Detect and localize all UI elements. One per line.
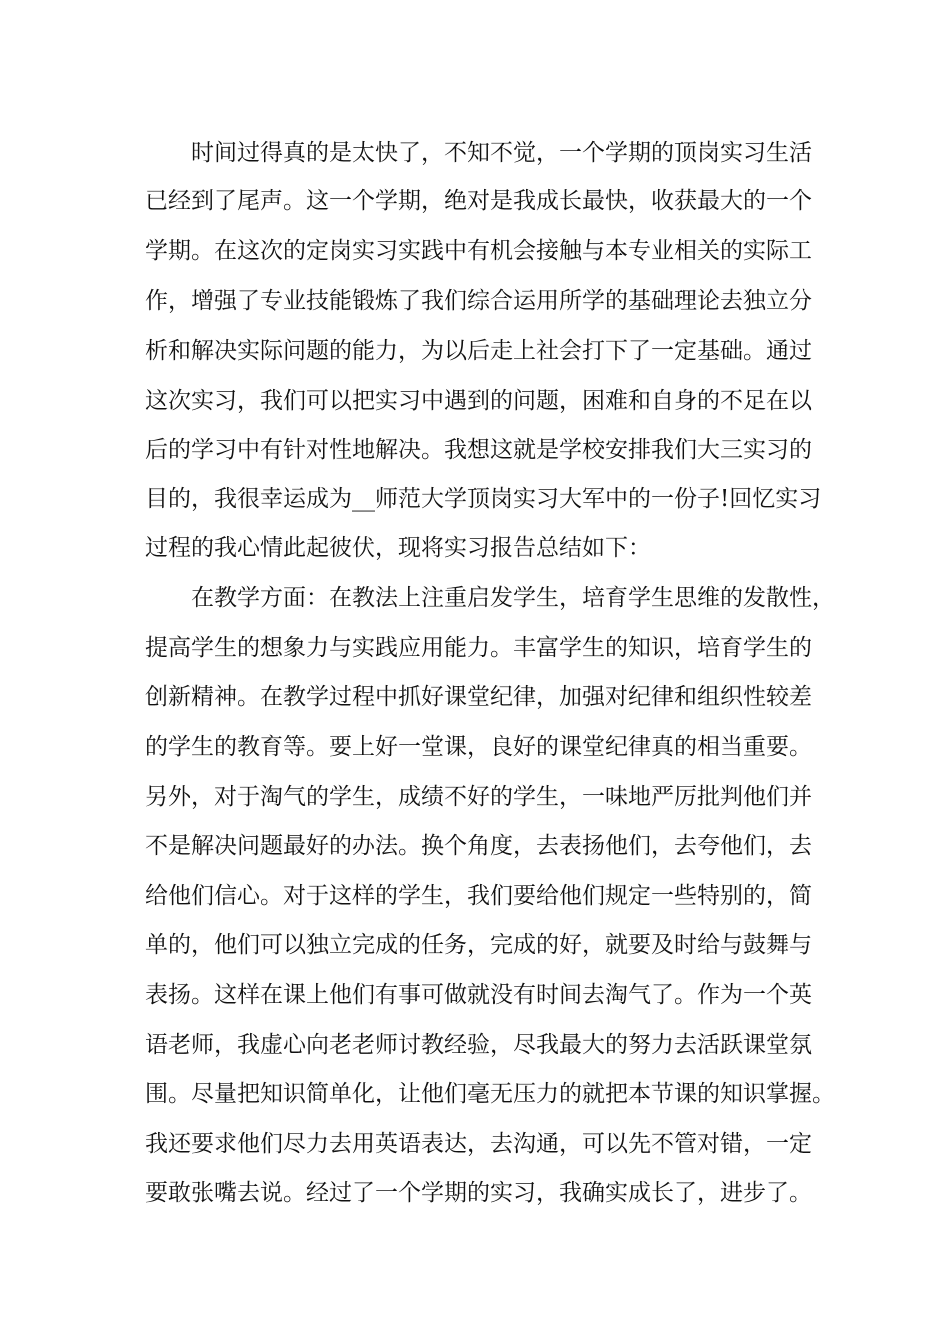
paragraph-1-line-4: 作，增强了专业技能锻炼了我们综合运用所学的基础理论去独立分 xyxy=(145,288,812,314)
paragraph-1-line-1: 时间过得真的是太快了，不知不觉，一个学期的顶岗实习生活 xyxy=(191,140,812,166)
paragraph-1-line-3: 学期。在这次的定岗实习实践中有机会接触与本专业相关的实际工 xyxy=(145,238,812,264)
paragraph-1-line-2: 已经到了尾声。这一个学期，绝对是我成长最快，收获最大的一个 xyxy=(145,188,812,214)
paragraph-2-line-2: 提高学生的想象力与实践应用能力。丰富学生的知识，培育学生的 xyxy=(145,635,812,661)
paragraph-2-line-11: 围。尽量把知识简单化，让他们毫无压力的就把本节课的知识掌握。 xyxy=(145,1081,835,1107)
paragraph-2-line-10: 语老师，我虚心向老老师讨教经验，尽我最大的努力去活跃课堂氛 xyxy=(145,1032,812,1058)
paragraph-2-line-1: 在教学方面：在教法上注重启发学生，培育学生思维的发散性， xyxy=(191,585,835,611)
paragraph-1-line-6: 这次实习，我们可以把实习中遇到的问题，困难和自身的不足在以 xyxy=(145,388,812,414)
paragraph-2-line-6: 不是解决问题最好的办法。换个角度，去表扬他们，去夸他们，去 xyxy=(145,833,812,859)
paragraph-1-line-8: 目的，我很幸运成为__师范大学顶岗实习大军中的一份子!回忆实习 xyxy=(145,486,822,512)
paragraph-2-line-12: 我还要求他们尽力去用英语表达，去沟通，可以先不管对错，一定 xyxy=(145,1131,812,1157)
paragraph-2-line-4: 的学生的教育等。要上好一堂课，良好的课堂纪律真的相当重要。 xyxy=(145,734,812,760)
paragraph-1-line-5: 析和解决实际问题的能力，为以后走上社会打下了一定基础。通过 xyxy=(145,338,812,364)
paragraph-2-line-13: 要敢张嘴去说。经过了一个学期的实习，我确实成长了，进步了。 xyxy=(145,1180,812,1206)
paragraph-2-line-9: 表扬。这样在课上他们有事可做就没有时间去淘气了。作为一个英 xyxy=(145,982,812,1008)
paragraph-1-line-9: 过程的我心情此起彼伏，现将实习报告总结如下： xyxy=(145,535,651,561)
paragraph-2-line-7: 给他们信心。对于这样的学生，我们要给他们规定一些特别的，简 xyxy=(145,883,812,909)
paragraph-2-line-8: 单的，他们可以独立完成的任务，完成的好，就要及时给与鼓舞与 xyxy=(145,932,812,958)
paragraph-2-line-3: 创新精神。在教学过程中抓好课堂纪律，加强对纪律和组织性较差 xyxy=(145,684,812,710)
paragraph-1-line-7: 后的学习中有针对性地解决。我想这就是学校安排我们大三实习的 xyxy=(145,437,812,463)
paragraph-2-line-5: 另外，对于淘气的学生，成绩不好的学生，一味地严厉批判他们并 xyxy=(145,784,812,810)
